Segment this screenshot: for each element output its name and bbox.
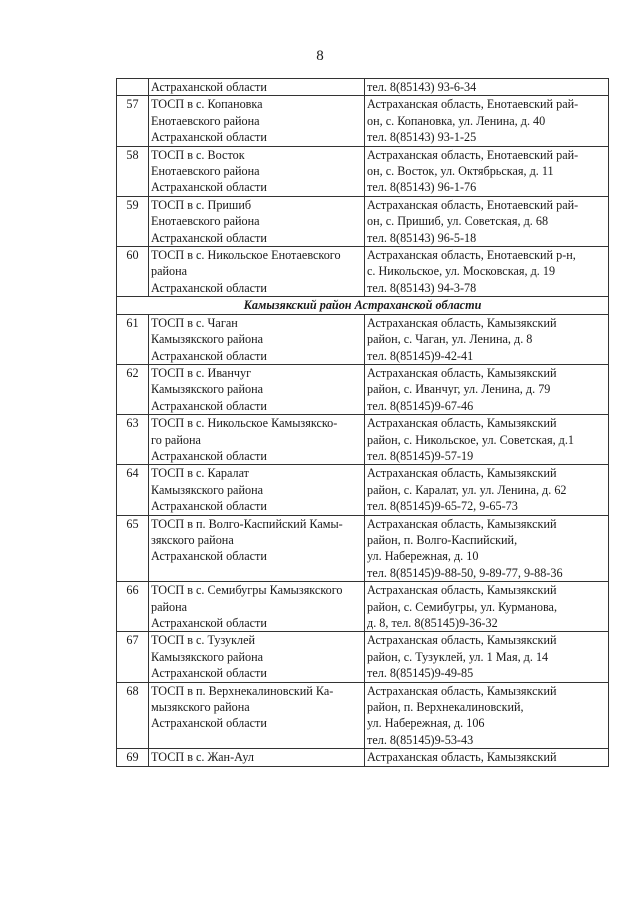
name-line: Астраханской области [151, 666, 267, 681]
address-cell [365, 632, 609, 682]
address-line: тел. 8(85145)9-53-43 [367, 732, 474, 747]
table-row [117, 465, 609, 515]
name-line: Енотаевского района [151, 214, 260, 229]
name-line: мызякского района [151, 700, 250, 715]
name-line: Астраханской области [151, 549, 267, 564]
address-cell [365, 146, 609, 196]
name-line: Астраханской области [151, 230, 267, 245]
name-line: ТОСП в с. Никольское Енотаевского [151, 248, 341, 263]
row-number: 66 [117, 582, 149, 632]
section-row [117, 297, 609, 314]
name-line: го района [151, 432, 201, 447]
table-row-continued [117, 79, 609, 96]
address-line: район, с. Чаган, ул. Ленина, д. 8 [367, 332, 533, 347]
address-cell [365, 247, 609, 297]
row-number: 65 [117, 515, 149, 582]
address-line: тел. 8(85145)9-57-19 [367, 448, 474, 463]
address-line: Астраханская область, Камызякский [367, 633, 557, 648]
name-line: района [151, 599, 188, 614]
address-line: Астраханская область, Енотаевский рай- [367, 197, 579, 212]
address-cell [365, 364, 609, 414]
row-number: 59 [117, 196, 149, 246]
address-cell [365, 515, 609, 582]
address-line: район, п. Волго-Каспийский, [367, 532, 518, 547]
name-line: Камызякского района [151, 482, 264, 497]
name-line: ТОСП в с. Копановка [151, 97, 263, 112]
name-line: Камызякского района [151, 332, 264, 347]
address-line: тел. 8(85145)9-49-85 [367, 666, 474, 681]
row-number: 63 [117, 415, 149, 465]
address-line: он, с. Восток, ул. Октябрьская, д. 11 [367, 164, 554, 179]
address-line: тел. 8(85145)9-67-46 [367, 398, 474, 413]
name-cell [149, 247, 365, 297]
table-row [117, 196, 609, 246]
page-number: 8 [316, 48, 324, 64]
name-line: ТОСП в п. Волго-Каспийский Камы- [151, 516, 343, 531]
address-line: Астраханская область, Енотаевский р-н, [367, 248, 576, 263]
name-line: Астраханской области [151, 448, 267, 463]
name-line: района [151, 264, 188, 279]
name-line: ТОСП в п. Верхнекалиновский Ка- [151, 683, 334, 698]
address-line: Астраханская область, Камызякский [367, 365, 557, 380]
address-cell [365, 415, 609, 465]
name-cell [149, 79, 365, 96]
row-number: 62 [117, 364, 149, 414]
address-line: ул. Набережная, д. 10 [367, 549, 479, 564]
table-row [117, 749, 609, 766]
address-line: Астраханская область, Камызякский [367, 516, 557, 531]
name-cell [149, 96, 365, 146]
name-line: Астраханской области [151, 616, 267, 630]
address-line: Астраханская область, Енотаевский рай- [367, 147, 579, 162]
address-line: Астраханская область, Енотаевский рай- [367, 97, 579, 112]
name-line: Астраханской области [151, 80, 267, 94]
row-number: 64 [117, 465, 149, 515]
address-line: Астраханская область, Камызякский [367, 315, 557, 330]
name-line: ТОСП в с. Никольское Камызякско- [151, 416, 338, 431]
name-cell [149, 465, 365, 515]
address-line: район, с. Каралат, ул. ул. Ленина, д. 62 [367, 482, 567, 497]
name-line: ТОСП в с. Чаган [151, 315, 238, 330]
name-line: ТОСП в с. Восток [151, 147, 245, 162]
table-row [117, 364, 609, 414]
name-line: ТОСП в с. Жан-Аул [151, 750, 254, 765]
name-cell [149, 632, 365, 682]
address-line: он, с. Пришиб, ул. Советская, д. 68 [367, 214, 549, 229]
table-row [117, 515, 609, 582]
address-cell [365, 96, 609, 146]
address-cell [365, 682, 609, 749]
name-cell [149, 314, 365, 364]
address-line: Астраханская область, Камызякский [367, 583, 557, 598]
table-row [117, 682, 609, 749]
table-row [117, 146, 609, 196]
address-line: район, с. Тузуклей, ул. 1 Мая, д. 14 [367, 649, 549, 664]
address-line: район, с. Никольское, ул. Советская, д.1 [367, 432, 575, 447]
address-line: тел. 8(85145)9-65-72, 9-65-73 [367, 499, 518, 514]
address-line: тел. 8(85143) 93-1-25 [367, 130, 477, 145]
address-cell [365, 79, 609, 96]
address-line: Астраханская область, Камызякский [367, 683, 557, 698]
address-line: он, с. Копановка, ул. Ленина, д. 40 [367, 113, 546, 128]
name-line [151, 565, 362, 581]
row-number: 61 [117, 314, 149, 364]
name-line: Астраханской области [151, 180, 267, 195]
address-line: д. 8, тел. 8(85145)9-36-32 [367, 616, 498, 630]
name-cell [149, 582, 365, 632]
address-cell [365, 582, 609, 632]
name-line: Астраханской области [151, 499, 267, 514]
name-line: Астраханской области [151, 398, 267, 413]
row-number: 60 [117, 247, 149, 297]
address-cell [365, 465, 609, 515]
section-heading: Камызякский район Астраханской области [117, 297, 609, 314]
name-line: зякского района [151, 532, 234, 547]
registry-body [117, 79, 609, 767]
row-number-cell [117, 79, 149, 96]
row-number: 68 [117, 682, 149, 749]
name-cell [149, 749, 365, 766]
address-line: тел. 8(85143) 93-6-34 [367, 80, 477, 94]
name-cell [149, 515, 365, 582]
name-line: ТОСП в с. Семибугры Камызякского [151, 583, 343, 598]
address-cell [365, 314, 609, 364]
address-line: с. Никольское, ул. Московская, д. 19 [367, 264, 556, 279]
row-number: 69 [117, 749, 149, 766]
address-line: тел. 8(85145)9-88-50, 9-89-77, 9-88-36 [367, 565, 563, 580]
name-line: Камызякского района [151, 382, 264, 397]
table-row [117, 415, 609, 465]
address-line: тел. 8(85145)9-42-41 [367, 348, 474, 363]
address-line: тел. 8(85143) 96-1-76 [367, 180, 477, 195]
name-line: ТОСП в с. Пришиб [151, 197, 252, 212]
row-number: 57 [117, 96, 149, 146]
name-line: Камызякского района [151, 649, 264, 664]
address-line: Астраханская область, Камызякский [367, 416, 557, 431]
table-row [117, 582, 609, 632]
address-line: район, п. Верхнекалиновский, [367, 700, 524, 715]
name-line: ТОСП в с. Каралат [151, 466, 250, 481]
address-line: тел. 8(85143) 94-3-78 [367, 280, 477, 295]
name-line: Енотаевского района [151, 164, 260, 179]
address-line: Астраханская область, Камызякский [367, 750, 557, 765]
name-cell [149, 364, 365, 414]
name-line: Енотаевского района [151, 113, 260, 128]
name-line [151, 732, 362, 748]
name-cell [149, 196, 365, 246]
name-line: Астраханской области [151, 348, 267, 363]
table-row [117, 314, 609, 364]
name-cell [149, 415, 365, 465]
address-line: тел. 8(85143) 96-5-18 [367, 230, 477, 245]
name-line: Астраханской области [151, 130, 267, 145]
address-cell [365, 749, 609, 766]
address-line: район, с. Семибугры, ул. Курманова, [367, 599, 558, 614]
name-line: ТОСП в с. Тузуклей [151, 633, 256, 648]
name-cell [149, 682, 365, 749]
name-line: ТОСП в с. Иванчуг [151, 365, 252, 380]
name-cell [149, 146, 365, 196]
address-line: ул. Набережная, д. 106 [367, 716, 485, 731]
address-cell [365, 196, 609, 246]
row-number: 58 [117, 146, 149, 196]
table-row [117, 96, 609, 146]
registry-table [116, 78, 609, 767]
name-line: Астраханской области [151, 280, 267, 295]
table-row [117, 632, 609, 682]
name-line: Астраханской области [151, 716, 267, 731]
row-number: 67 [117, 632, 149, 682]
address-line: район, с. Иванчуг, ул. Ленина, д. 79 [367, 382, 551, 397]
table-row [117, 247, 609, 297]
address-line: Астраханская область, Камызякский [367, 466, 557, 481]
